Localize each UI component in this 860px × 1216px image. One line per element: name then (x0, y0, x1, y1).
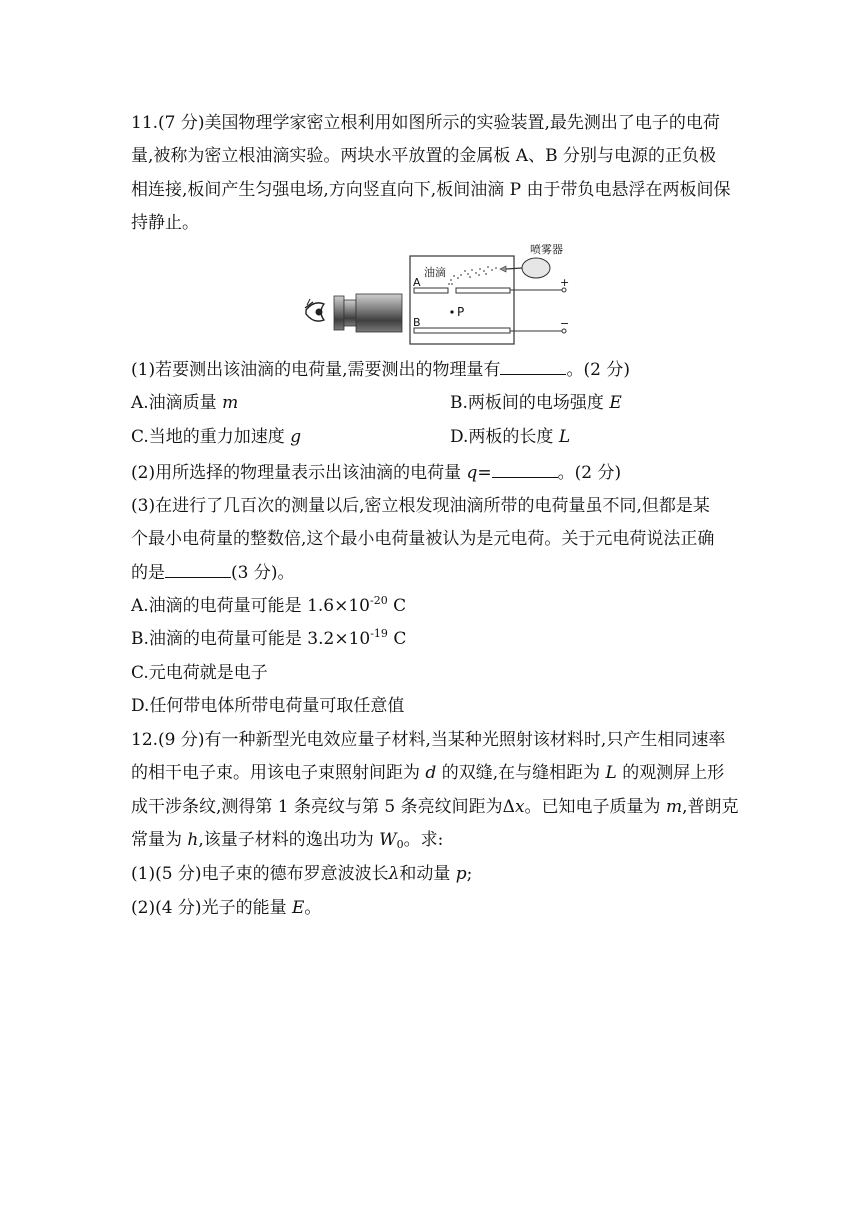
drop-label: 油滴 (424, 266, 446, 279)
microscope-icon (334, 294, 402, 332)
option-a-unit: C (387, 596, 407, 616)
E-var: E (291, 898, 305, 918)
option-a-exponent: -20 (370, 594, 388, 607)
plate-b-label: B (413, 316, 421, 329)
q11-part3-option-b (131, 628, 406, 650)
q-var: q (466, 463, 478, 483)
q11-intro-line-2: 量,被称为密立根油滴实验。两块水平放置的金属板 A、B 分别与电源的正负极 (131, 146, 716, 166)
q11-part3-text: 的是 (131, 563, 165, 583)
point-p-label: P (457, 305, 465, 319)
q11-part1-option-d (450, 426, 570, 448)
q11-part2-score: 。(2 分) (557, 463, 622, 483)
q11-part3-score: (3 分)。 (231, 563, 295, 583)
q12-part1-text: 和动量 (399, 864, 456, 884)
option-b-unit: C (387, 629, 407, 649)
q11-part2-text: (2)用所选择的物理量表示出该油滴的电荷量 (131, 463, 467, 483)
q11-part1 (131, 358, 630, 381)
q11-part1-score: 。(2 分) (566, 360, 630, 380)
q12-part1-text: ; (466, 864, 473, 884)
q12-line-3 (131, 796, 738, 818)
q12-text: ,该量子材料的逸出功为 (198, 830, 380, 850)
option-a-text: A.油滴质量 (131, 393, 223, 413)
point-p-dot (450, 310, 453, 313)
option-a-text: A.油滴的电荷量可能是 1.6×10 (131, 596, 370, 616)
q12-text: 的相干电子束。用该电子束照射间距为 (131, 763, 426, 783)
q12-text: 常量为 (131, 830, 188, 850)
q12-part1-text: (1)(5 分)电子束的德布罗意波波长 (131, 864, 389, 884)
q11-part1-option-a (131, 392, 238, 414)
sprayer-label: 喷雾器 (530, 244, 563, 256)
q12-text: 的观测屏上形 (616, 763, 725, 783)
q11-part1-option-b (450, 392, 622, 414)
q11-part2 (131, 461, 621, 484)
option-d-text: D.两板的长度 (450, 427, 559, 447)
answer-blank-1[interactable] (500, 358, 566, 375)
option-c-var: g (290, 427, 302, 447)
answer-blank-3[interactable] (165, 561, 231, 578)
q11-part3-option-c: C.元电荷就是电子 (131, 663, 268, 683)
eye-icon (305, 299, 324, 321)
p-var: p (455, 864, 467, 884)
q12-text: 的双缝,在与缝相距为 (436, 763, 606, 783)
lambda-var: λ (388, 864, 400, 884)
m-var: m (665, 797, 683, 817)
option-d-var: L (558, 427, 571, 447)
q11-part3-option-a (131, 595, 406, 617)
plate-b (414, 328, 510, 333)
q11-part3-option-d: D.任何带电体所带电荷量可取任意值 (131, 696, 405, 716)
q12-part2-text: (2)(4 分)光子的能量 (131, 898, 292, 918)
q12-part1 (131, 863, 472, 885)
plate-a-right (456, 288, 510, 293)
q11-intro-line-3: 相连接,板间产生匀强电场,方向竖直向下,板间油滴 P 由于带负电悬浮在两板间保 (131, 180, 731, 200)
plus-label: + (560, 276, 570, 289)
millikan-apparatus-figure (300, 244, 590, 348)
plate-a-label: A (413, 276, 421, 289)
h-var: h (187, 830, 199, 850)
x-var: x (514, 797, 525, 817)
q12-text: ,普朗克 (682, 797, 739, 817)
option-c-text: C.当地的重力加速度 (131, 427, 291, 447)
q12-line-2 (131, 762, 724, 784)
option-b-text: B.两板间的电场强度 (450, 393, 610, 413)
q11-intro-line-1: 11.(7 分)美国物理学家密立根利用如图所示的实验装置,最先测出了电子的电荷 (131, 113, 720, 133)
d-var: d (425, 763, 437, 783)
q12-part2 (131, 897, 321, 919)
q12-text: 。已知电子质量为 (524, 797, 666, 817)
q12-line-4 (131, 829, 443, 851)
answer-blank-2[interactable] (492, 461, 558, 478)
q11-part1-option-c (131, 426, 301, 448)
q12-text: 成干涉条纹,测得第 1 条亮纹与第 5 条亮纹间距为Δ (131, 797, 515, 817)
q12-text: 。求: (403, 830, 444, 850)
W-subscript: 0 (396, 838, 404, 851)
option-b-text: B.油滴的电荷量可能是 3.2×10 (131, 629, 371, 649)
q12-part2-text: 。 (304, 898, 322, 918)
option-b-exponent: -19 (370, 627, 388, 640)
option-b-var: E (609, 393, 622, 413)
equals-sign: = (477, 463, 492, 483)
q11-part1-text: (1)若要测出该油滴的电荷量,需要测出的物理量有 (131, 360, 501, 380)
q11-part3-line-1: (3)在进行了几百次的测量以后,密立根发现油滴所带的电荷量虽不同,但都是某 (131, 496, 710, 516)
q12-line-1: 12.(9 分)有一种新型光电效应量子材料,当某种光照射该材料时,只产生相同速率 (131, 730, 726, 750)
q11-intro-line-4: 持静止。 (131, 213, 199, 233)
L-var: L (605, 763, 617, 783)
q11-part3-line-3 (131, 561, 294, 584)
option-a-var: m (222, 393, 239, 413)
minus-label: − (560, 317, 570, 330)
W-var: W (379, 830, 397, 850)
q11-part3-line-2: 个最小电荷量的整数倍,这个最小电荷量被认为是元电荷。关于元电荷说法正确 (131, 529, 715, 549)
